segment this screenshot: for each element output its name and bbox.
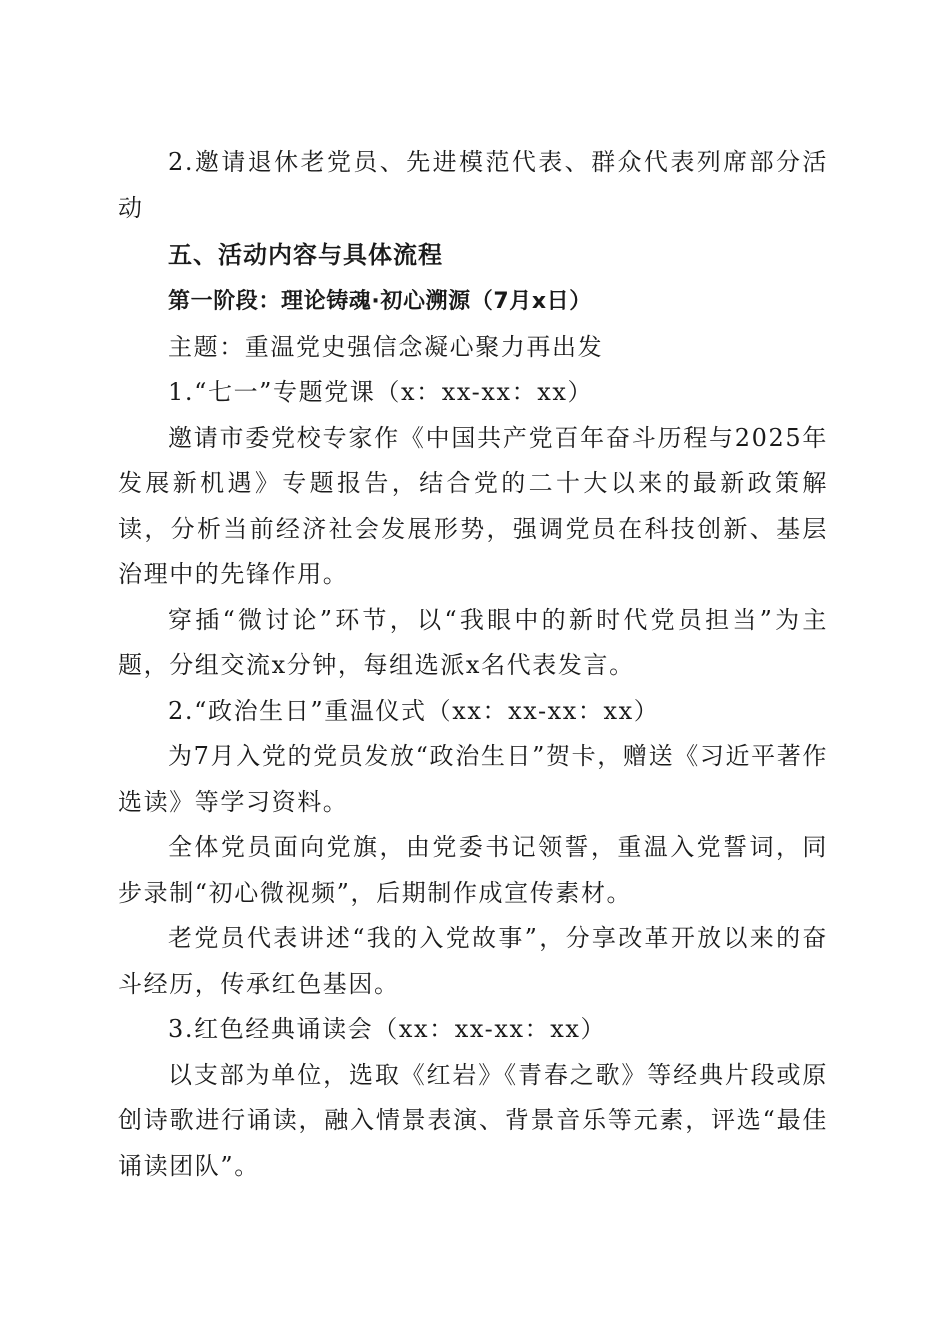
document-body bbox=[118, 140, 828, 1189]
section-heading: 五、活动内容与具体流程 bbox=[168, 241, 443, 269]
item-3-title: 3.红色经典诵读会（xx：xx-xx：xx） bbox=[168, 1015, 607, 1043]
item-3-paragraph-1: 以支部为单位，选取《红岩》《青春之歌》等经典片段或原创诗歌进行诵读，融入情景表演、背景音乐等元素，评选“最佳诵读团队”。 bbox=[118, 1060, 828, 1180]
theme-line: 主题：重温党史强信念凝心聚力再出发 bbox=[168, 332, 604, 361]
item-2-paragraph-2: 全体党员面向党旗，由党委书记领誓，重温入党誓词，同步录制“初心微视频”，后期制作成宣传素材。 bbox=[118, 833, 828, 907]
item-1-paragraph-1: 邀请市委党校专家作《中国共产党百年奋斗历程与2025年发展新机遇》专题报告，结合党的二十大以来的最新政策解读，分析当前经济社会发展形势，强调党员在科技创新、基层治理中的先锋作用。 bbox=[118, 423, 828, 588]
item-2-title: 2.“政治生日”重温仪式（xx：xx-xx：xx） bbox=[168, 696, 660, 725]
item-1-paragraph-2: 穿插“微讨论”环节，以“我眼中的新时代党员担当”为主题，分组交流x分钟，每组选派x名代表发言。 bbox=[118, 605, 828, 679]
intro-item: 2.邀请退休老党员、先进模范代表、群众代表列席部分活动 bbox=[118, 148, 828, 222]
item-1-title: 1.“七一”专题党课（x：xx-xx：xx） bbox=[168, 378, 594, 406]
item-2-paragraph-1: 为7月入党的党员发放“政治生日”贺卡，赠送《习近平著作选读》等学习资料。 bbox=[118, 742, 828, 816]
stage-heading: 第一阶段：理论铸魂·初心溯源（7月x日） bbox=[168, 289, 592, 314]
item-2-paragraph-3: 老党员代表讲述“我的入党故事”，分享改革开放以来的奋斗经历，传承红色基因。 bbox=[118, 924, 828, 998]
